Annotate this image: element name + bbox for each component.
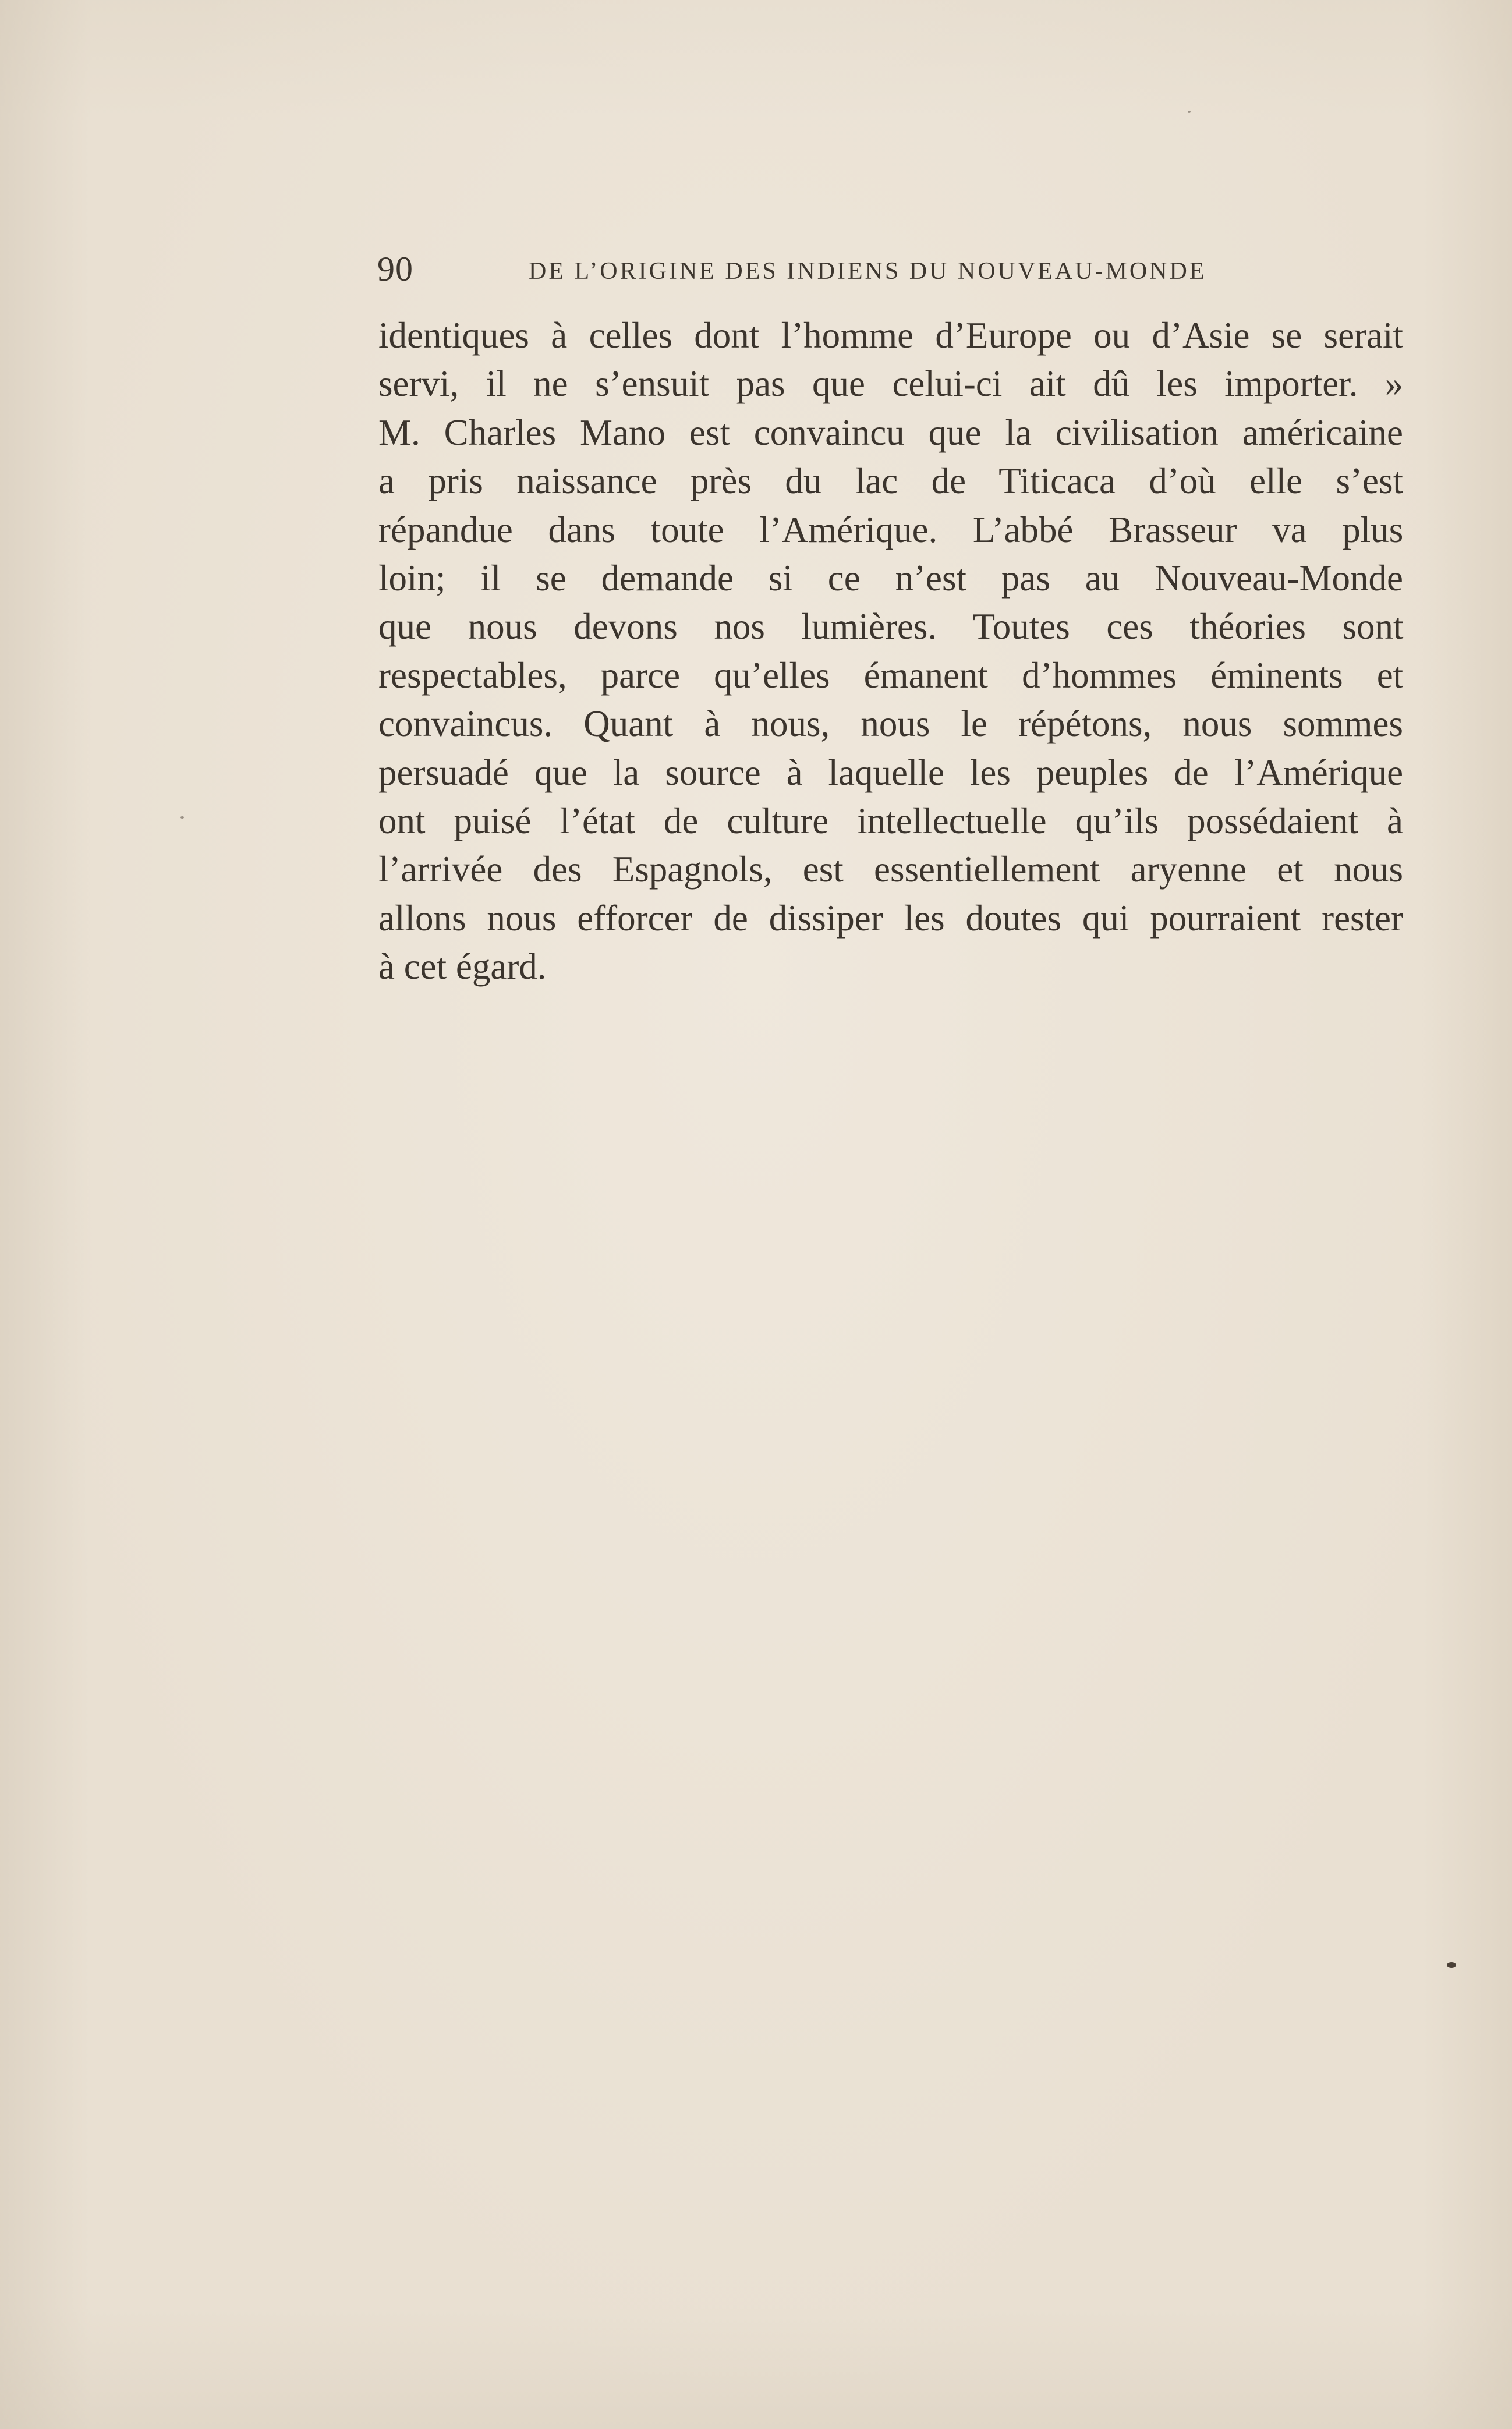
running-head: [377, 249, 1425, 296]
text-line: servi, il ne s’ensuit pas que celui-ci ait dû les importer. »: [378, 363, 1404, 405]
text-line: ont puisé l’état de culture intellectuelle qu’ils possédaient à: [378, 800, 1404, 841]
text-line: que nous devons nos lumières. Toutes ces théories sont: [378, 606, 1404, 647]
running-title: DE L’ORIGINE DES INDIENS DU NOUVEAU-MONDE: [529, 258, 1207, 285]
text-line: identiques à celles dont l’homme d’Europe ou d’Asie se serait: [378, 315, 1403, 356]
text-line: loin; il se demande si ce n’est pas au Nouveau-Monde: [378, 557, 1403, 599]
text-line: répandue dans toute l’Amérique. L’abbé Brasseur va plus: [378, 509, 1404, 550]
text-line: a pris naissance près du lac de Titicaca d’où elle s’est: [378, 461, 1403, 502]
paper-speck: [180, 816, 184, 819]
text-line: allons nous efforcer de dissiper les doutes qui pourraient rester: [378, 897, 1403, 939]
text-line: M. Charles Mano est convaincu que la civilisation américaine: [378, 412, 1403, 453]
text-line: respectables, parce qu’elles émanent d’hommes éminents et: [378, 654, 1404, 696]
body-paragraph: [378, 311, 1403, 991]
text-line: l’arrivée des Espagnols, est essentiellement aryenne et nous: [378, 849, 1403, 890]
text-line: convaincus. Quant à nous, nous le répétons, nous sommes: [378, 703, 1404, 745]
text-line: persuadé que la source à laquelle les peuples de l’Amérique: [378, 752, 1404, 793]
paper-speck: [1447, 1962, 1456, 1968]
paper-speck: [1188, 111, 1191, 113]
text-line-last: à cet égard.: [378, 946, 547, 987]
page-number: 90: [377, 250, 413, 288]
